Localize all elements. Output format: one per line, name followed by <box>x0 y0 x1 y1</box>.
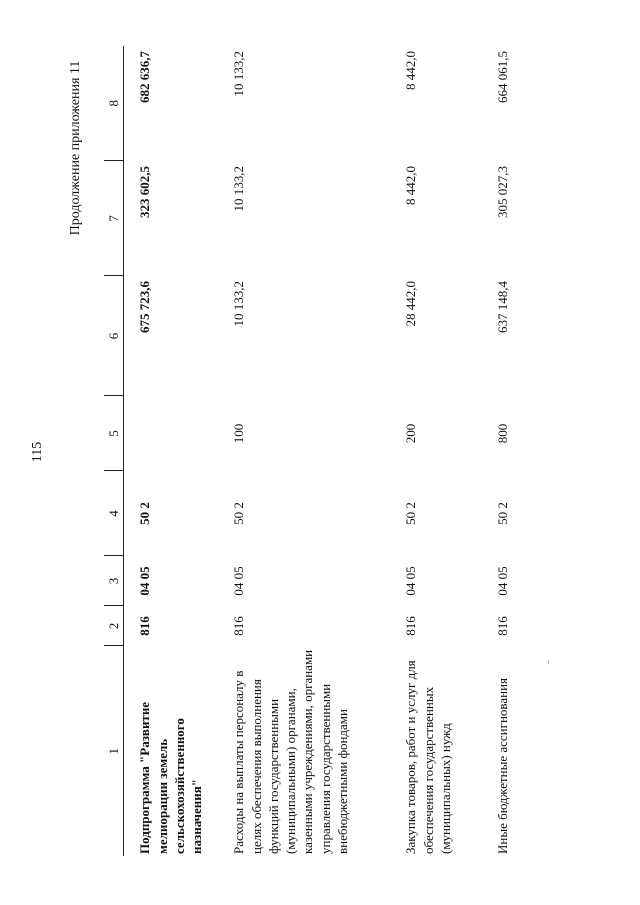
scan-artifact <box>548 660 549 664</box>
cell-amount-3: 682 636,7 <box>137 51 153 103</box>
cell-expense-type: 100 <box>231 423 247 444</box>
cell-admin-code: 816 <box>403 616 419 636</box>
cell-amount-2: 8 442,0 <box>403 166 419 205</box>
cell-section: 04 05 <box>137 566 153 596</box>
header-col-5: 5 <box>104 396 124 471</box>
cell-target-article: 50 2 <box>403 502 419 525</box>
cell-amount-1: 10 133,2 <box>231 281 247 327</box>
header-col-2: 2 <box>104 606 124 646</box>
cell-admin-code: 816 <box>495 616 511 636</box>
cell-amount-1: 675 723,6 <box>137 281 153 333</box>
header-col-4: 4 <box>104 471 124 556</box>
row-name: Иные бюджетные ассигнования <box>495 677 511 854</box>
cell-amount-3: 10 133,2 <box>231 51 247 97</box>
table-header-row <box>104 46 124 856</box>
budget-table-container <box>104 46 544 856</box>
table-row <box>124 46 219 856</box>
header-col-3: 3 <box>104 556 124 606</box>
cell-amount-3: 664 061,5 <box>495 51 511 103</box>
table-row <box>390 46 482 856</box>
cell-amount-1: 28 442,0 <box>403 281 419 327</box>
header-col-7: 7 <box>104 161 124 276</box>
header-col-6: 6 <box>104 276 124 396</box>
header-col-1: 1 <box>104 646 124 856</box>
cell-section: 04 05 <box>495 566 511 596</box>
row-name: Закупка товаров, работ и услуг для обеспечения государственных (муниципальных) нужд <box>403 660 453 854</box>
cell-section: 04 05 <box>403 566 419 596</box>
cell-target-article: 50 2 <box>231 502 247 525</box>
cell-expense-type: 200 <box>403 423 419 444</box>
cell-expense-type: 800 <box>495 423 511 444</box>
cell-amount-2: 323 602,5 <box>137 166 153 218</box>
cell-target-article: 50 2 <box>495 502 511 525</box>
row-name: Подпрограмма "Развитие мелиорации земель сельскохозяйственного назначения" <box>137 701 205 854</box>
cell-amount-3: 8 442,0 <box>403 51 419 90</box>
cell-amount-2: 305 027,3 <box>495 166 511 218</box>
header-col-8: 8 <box>104 46 124 161</box>
continuation-label: Продолжение приложения 11 <box>68 60 83 236</box>
cell-admin-code: 816 <box>137 616 153 636</box>
budget-table <box>104 46 546 856</box>
cell-expense-type <box>124 396 219 471</box>
table-row <box>482 46 546 856</box>
page-number: 115 <box>30 441 45 463</box>
row-name: Расходы на выплаты персоналу в целях обеспечения выполнения функций государственными (муниципальными) органами, казенными учреждениями, органами управления государственными внебюджетными фондами <box>231 649 350 854</box>
cell-amount-2: 10 133,2 <box>231 166 247 212</box>
cell-target-article: 50 2 <box>137 502 153 525</box>
cell-amount-1: 637 148,4 <box>495 281 511 333</box>
cell-admin-code: 816 <box>231 616 247 636</box>
table-row <box>218 46 390 856</box>
cell-section: 04 05 <box>231 566 247 596</box>
